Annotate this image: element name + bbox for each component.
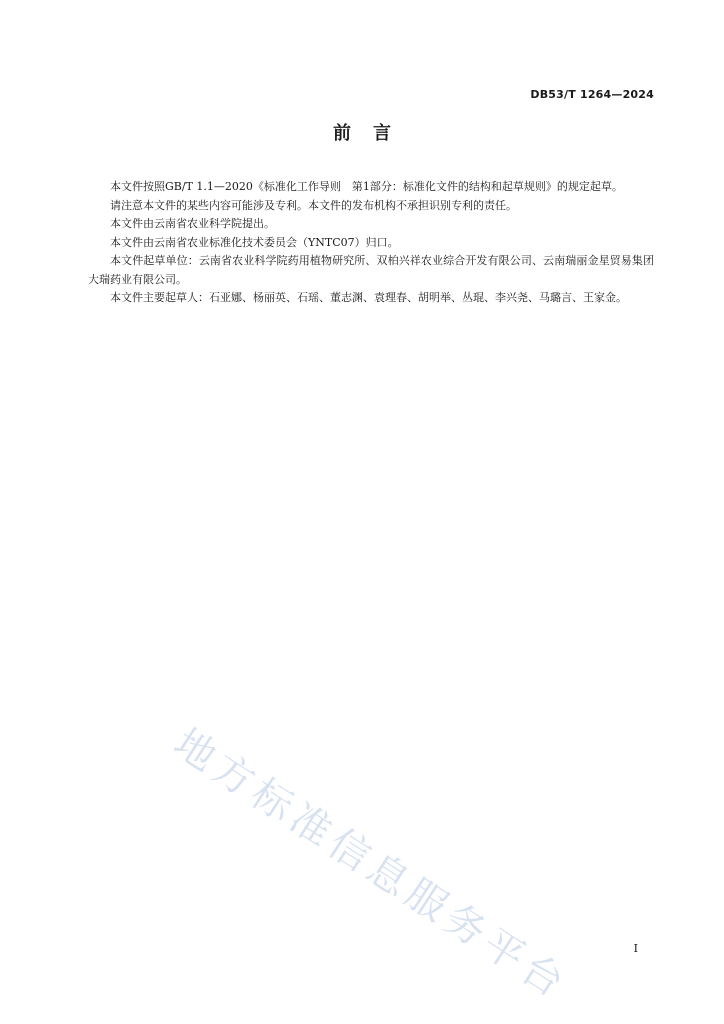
document-code: DB53/T 1264—2024 xyxy=(530,88,654,101)
paragraph-administrator: 本文件由云南省农业标准化技术委员会（YNTC07）归口。 xyxy=(110,235,399,249)
page-number: I xyxy=(633,942,638,955)
foreword-body xyxy=(88,178,654,308)
paragraph-drafting-units: 本文件起草单位：云南省农业科学院药用植物研究所、双柏兴祥农业综合开发有限公司、云南瑞丽金星贸易集团大瑞药业有限公司。 xyxy=(88,254,654,286)
paragraph-proposer: 本文件由云南省农业科学院提出。 xyxy=(110,217,275,230)
paragraph-patent-notice: 请注意本文件的某些内容可能涉及专利。本文件的发布机构不承担识别专利的责任。 xyxy=(110,198,517,212)
page-title: 前言 xyxy=(333,123,413,144)
watermark-text: 地方标准信息服务平台 xyxy=(165,720,577,1010)
paragraph-drafting-rules: 本文件按照GB/T 1.1—2020《标准化工作导则 第1部分：标准化文件的结构和起草规则》的规定起草。 xyxy=(110,180,623,193)
paragraph-main-drafters: 本文件主要起草人：石亚娜、杨丽英、石瑶、董志渊、袁理春、胡明举、丛琨、李兴尧、马璐言、王家金。 xyxy=(110,291,627,304)
